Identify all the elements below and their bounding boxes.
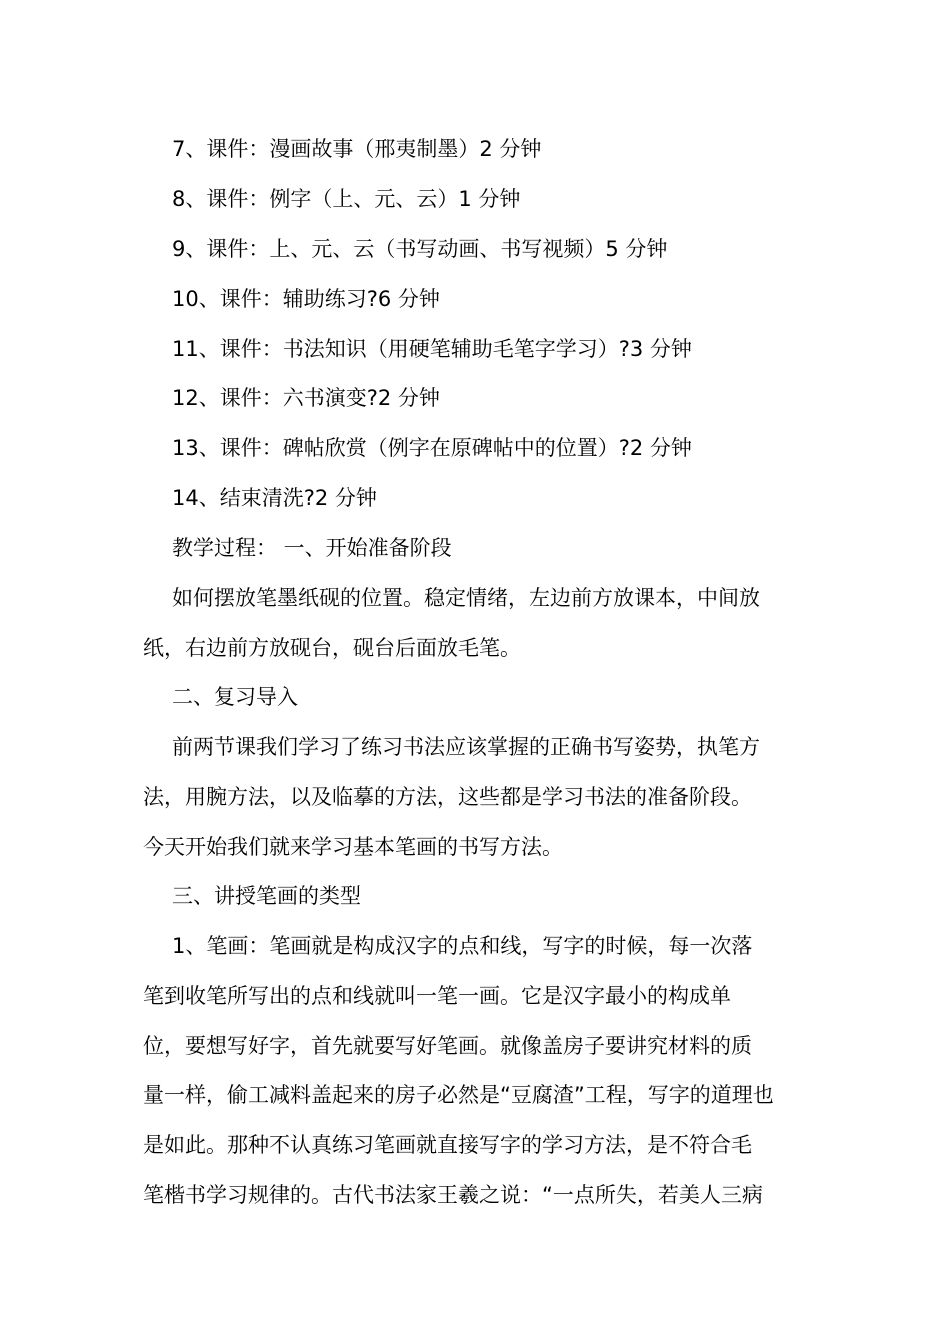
text-line: 12、课件：六书演变?2 分钟	[172, 386, 440, 410]
paragraph-line: 如何摆放笔墨纸砚的位置。稳定情绪，左边前方放课本，中间放	[172, 586, 760, 610]
text-line: 14、结束清洗?2 分钟	[172, 486, 377, 510]
text-line: 9、课件：上、元、云（书写动画、书写视频）5 分钟	[172, 237, 668, 261]
text-line: 10、课件：辅助练习?6 分钟	[172, 287, 440, 311]
section-heading: 二、复习导入	[172, 685, 298, 709]
paragraph-line: 纸，右边前方放砚台，砚台后面放毛笔。	[143, 636, 521, 660]
paragraph-line: 是如此。那种不认真练习笔画就直接写字的学习方法，是不符合毛	[143, 1133, 752, 1157]
text-line: 7、课件：漫画故事（邢夷制墨）2 分钟	[172, 137, 542, 161]
paragraph-line: 1、笔画：笔画就是构成汉字的点和线，写字的时候，每一次落	[172, 934, 753, 958]
paragraph-line: 法，用腕方法，以及临摹的方法，这些都是学习书法的准备阶段。	[143, 785, 752, 809]
paragraph-line: 笔楷书学习规律的。古代书法家王羲之说：“一点所失，若美人三病	[143, 1183, 763, 1207]
section-heading: 教学过程： 一、开始准备阶段	[172, 536, 452, 560]
paragraph-line: 量一样，偷工减料盖起来的房子必然是“豆腐渣”工程，写字的道理也	[143, 1083, 774, 1107]
section-heading: 三、讲授笔画的类型	[172, 884, 361, 908]
paragraph-line: 前两节课我们学习了练习书法应该掌握的正确书写姿势，执笔方	[172, 735, 760, 759]
text-line: 8、课件：例字（上、元、云）1 分钟	[172, 187, 521, 211]
text-line: 13、课件：碑帖欣赏（例字在原碑帖中的位置）?2 分钟	[172, 436, 692, 460]
paragraph-line: 笔到收笔所写出的点和线就叫一笔一画。它是汉字最小的构成单	[143, 984, 731, 1008]
paragraph-line: 今天开始我们就来学习基本笔画的书写方法。	[143, 835, 563, 859]
text-line: 11、课件：书法知识（用硬笔辅助毛笔字学习）?3 分钟	[172, 337, 692, 361]
paragraph-line: 位，要想写好字，首先就要写好笔画。就像盖房子要讲究材料的质	[143, 1034, 752, 1058]
